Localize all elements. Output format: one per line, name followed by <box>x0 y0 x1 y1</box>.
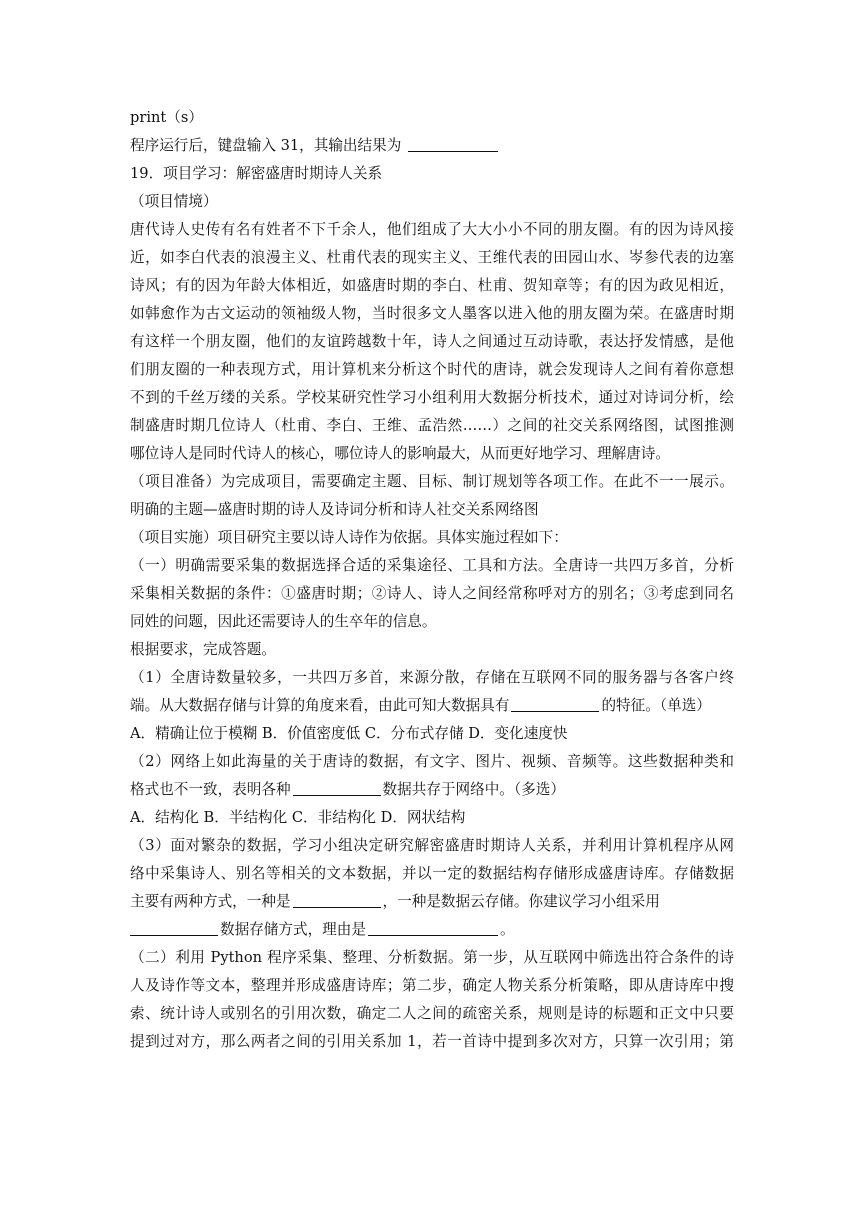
subquestion-1-line: （1）全唐诗数量较多，一共四万多首，来源分散，存储在互联网不同的服务器与各客户终 <box>130 669 734 686</box>
topic-line: 明确的主题—盛唐时期的诗人及诗词分析和诗人社交关系网络图 <box>130 501 539 518</box>
line-text: print（s） <box>130 109 203 126</box>
line-text: 数据共存于网络中。（多选） <box>382 781 565 798</box>
subquestion-1-blank-line <box>130 692 734 720</box>
section-implementation: （项目实施）项目研究主要以诗人诗作为依据。具体实施过程如下： <box>130 529 568 546</box>
paragraph-line: 近，如李白代表的浪漫主义、杜甫代表的现实主义、王维代表的田园山水、岑参代表的边塞 <box>130 249 734 266</box>
section-two-line: 提到过对方，那么两者之间的引用关系加 1，若一首诗中提到多次对方，只算一次引用；第 <box>130 1033 734 1050</box>
document-body <box>130 104 734 1056</box>
paragraph-line: 哪位诗人是同时代诗人的核心，哪位诗人的影响最大，从而更好地学习、理解唐诗。 <box>130 445 670 462</box>
subquestion-2-blank-line <box>130 776 734 804</box>
paragraph-line: 采集相关数据的条件：①盛唐时期；②诗人、诗人之间经常称呼对方的别名；③考虑到同名 <box>130 585 734 602</box>
answer-blank[interactable] <box>293 777 381 796</box>
line-text: 的特征。（单选） <box>601 697 711 714</box>
subquestion-3-line: 络中采集诗人、别名等相关的文本数据，并以一定的数据结构存储形成盛唐诗库。存储数据 <box>130 865 734 882</box>
paragraph-line: 制盛唐时期几位诗人（杜甫、李白、王维、孟浩然……）之间的社交关系网络图，试图推测 <box>130 417 734 434</box>
section-two-line: 人及诗作等文本，整理并形成盛唐诗库；第二步，确定人物关系分析策略，即从唐诗库中搜 <box>130 977 734 994</box>
question-18-output-line <box>130 132 734 160</box>
answer-blank[interactable] <box>130 917 218 936</box>
question-19-title <box>130 160 734 188</box>
paragraph-line: （一）明确需要采集的数据选择合适的采集途径、工具和方法。全唐诗一共四万多首，分析 <box>130 557 734 574</box>
line-text: ，一种是数据云存储。你建议学习小组采用 <box>382 893 660 910</box>
line-text: 。 <box>499 921 515 938</box>
paragraph-line: 如韩愈作为古文运动的领袖级人物，当时很多文人墨客以进入他的朋友圈为荣。在盛唐时期 <box>130 305 734 322</box>
line-text: 数据存储方式，理由是 <box>220 921 366 938</box>
paragraph-line: 有这样一个朋友圈，他们的友谊跨越数十年，诗人之间通过互动诗歌，表达抒发情感，是他 <box>130 333 734 350</box>
line-text: 端。从大数据存储与计算的角度来看，由此可知大数据具有 <box>130 697 510 714</box>
paragraph-line: 们朋友圈的一种表现方式，用计算机来分析这个时代的唐诗，就会发现诗人之间有着你意想 <box>130 361 734 378</box>
paragraph-line: 唐代诗人史传有名有姓者不下千余人，他们组成了大大小小不同的朋友圈。有的因为诗风接 <box>130 221 734 238</box>
line-text: 主要有两种方式，一种是 <box>130 893 291 910</box>
subquestion-3-blank-line <box>130 888 734 916</box>
section-preparation: （项目准备）为完成项目，需要确定主题、目标、制订规划等各项工作。在此不一一展示。 <box>130 473 734 490</box>
line-text: 19．项目学习：解密盛唐时期诗人关系 <box>130 165 383 182</box>
answer-blank[interactable] <box>408 133 498 152</box>
line-text: （项目情境） <box>130 193 218 210</box>
code-line-print <box>130 104 734 132</box>
subquestion-2-line: （2）网络上如此海量的关于唐诗的数据，有文字、图片、视频、音频等。这些数据种类和 <box>130 753 734 770</box>
subquestion-2-options: A．结构化 B．半结构化 C．非结构化 D．网状结构 <box>130 809 466 826</box>
paragraph-line: 同姓的问题，因此还需要诗人的生卒年的信息。 <box>130 613 437 630</box>
instruction-line: 根据要求，完成答题。 <box>130 641 276 658</box>
line-text: 程序运行后，键盘输入 31，其输出结果为 <box>130 137 406 154</box>
subquestion-1-options: A．精确让位于模糊 B．价值密度低 C．分布式存储 D．变化速度快 <box>130 725 568 742</box>
answer-blank[interactable] <box>511 693 599 712</box>
section-heading-context <box>130 188 734 216</box>
section-two-line: （二）利用 Python 程序采集、整理、分析数据。第一步，从互联网中筛选出符合条件的诗 <box>130 949 734 966</box>
paragraph-line: 诗风；有的因为年龄大体相近，如盛唐时期的李白、杜甫、贺知章等；有的因为政见相近， <box>130 277 734 294</box>
paragraph-line: 不到的千丝万缕的关系。学校某研究性学习小组利用大数据分析技术，通过对诗词分析，绘 <box>130 389 734 406</box>
subquestion-3-line: （3）面对繁杂的数据，学习小组决定研究解密盛唐时期诗人关系，并利用计算机程序从网 <box>130 837 734 854</box>
section-two-line: 索、统计诗人或别名的引用次数，确定二人之间的疏密关系，规则是诗的标题和正文中只要 <box>130 1005 734 1022</box>
line-text: 格式也不一致，表明各种 <box>130 781 291 798</box>
subquestion-3-blank-line-2 <box>130 916 734 944</box>
answer-blank[interactable] <box>293 889 381 908</box>
answer-blank[interactable] <box>368 917 498 936</box>
